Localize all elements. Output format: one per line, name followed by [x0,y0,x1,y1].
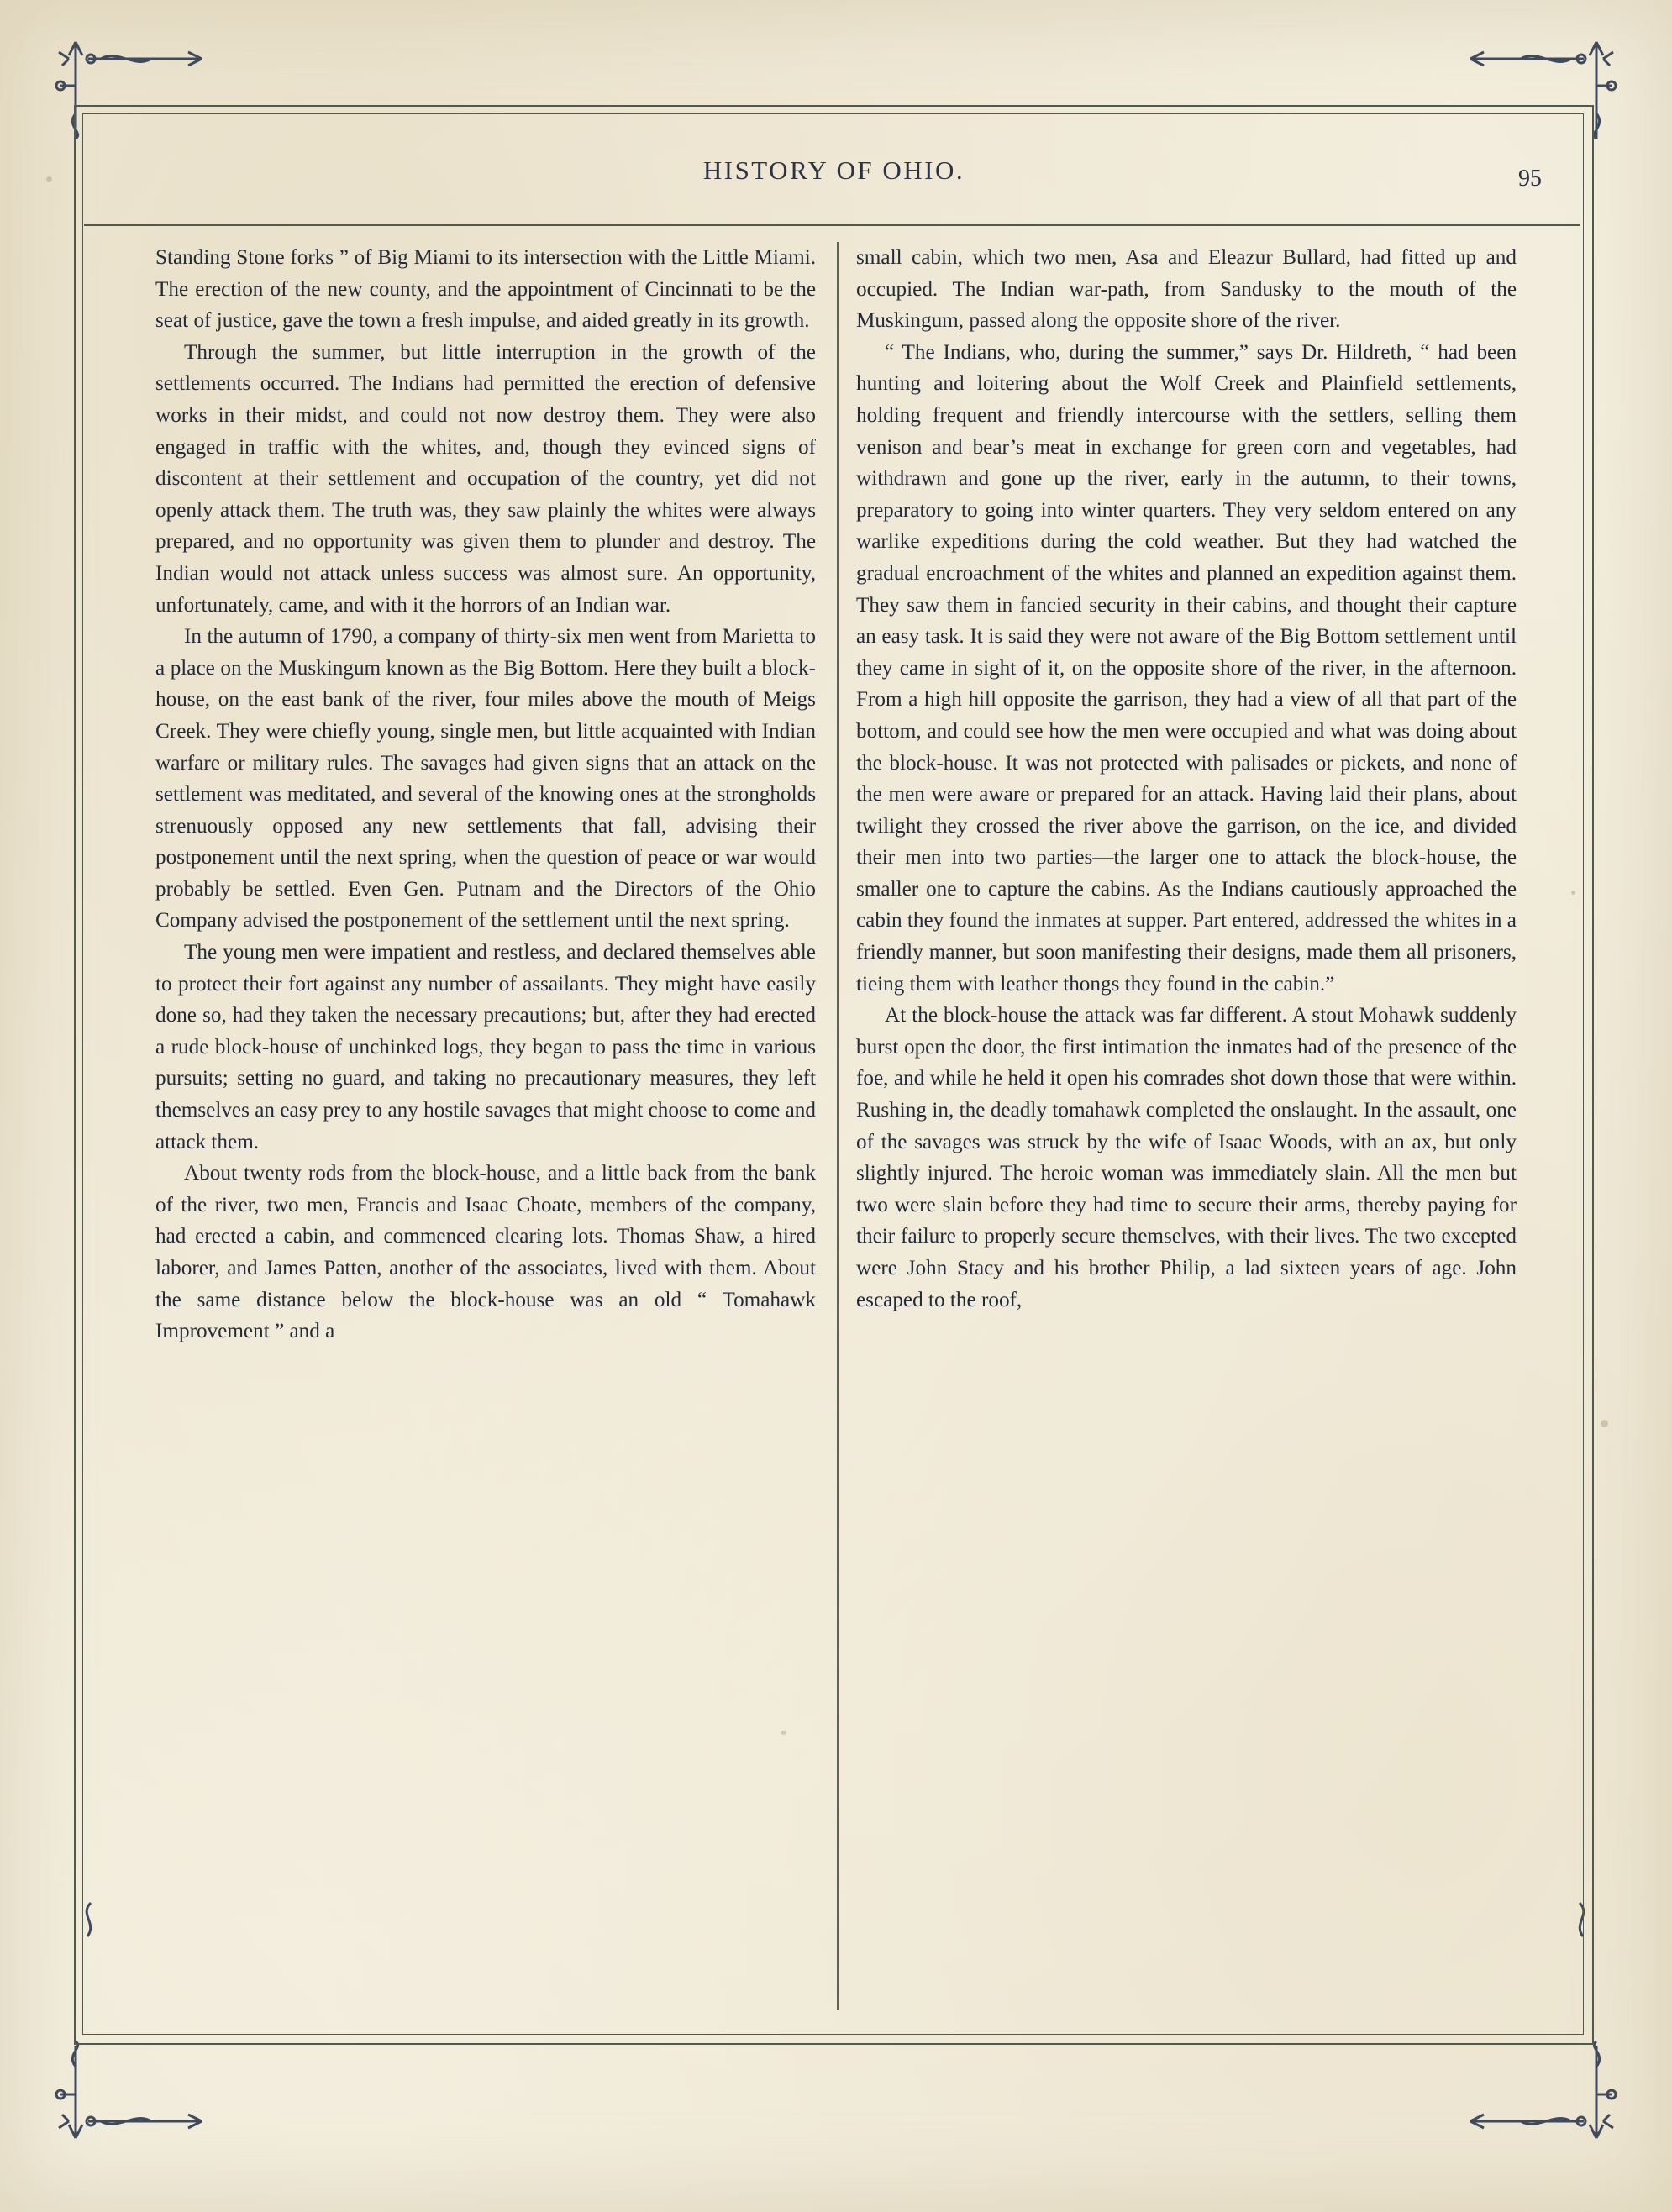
body-columns [155,242,1517,2015]
paragraph: About twenty rods from the block-house, and a little back from the bank of the river, two men, Francis and Isaac Choate, members of the company, had erected a cabin, and commenced clearing lots. Thomas Shaw, a hired laborer, and James Patten, another of the associates, lived with them. About the same distance below the block-house was an old “ Tomahawk Improvement ” and a [155,1162,816,1343]
paper-speck [1601,1420,1608,1427]
page-number: 95 [1518,166,1542,192]
paper-speck [46,176,52,182]
corner-ornament-bottom-left [50,2037,210,2155]
column-right [831,242,1517,2015]
page-header [92,155,1575,214]
corner-ornament-bottom-right [1462,2037,1622,2155]
running-title: HISTORY OF OHIO. [702,155,965,185]
header-rule [84,224,1580,226]
paragraph: Standing Stone forks ” of Big Miami to its intersection with the Little Miami. The erection of the new county, and the appointment of Cincinnati to be the seat of justice, gave the town a fresh impulse, and aided greatly in its growth. [155,246,816,333]
column-left [155,242,831,2015]
paragraph: small cabin, which two men, Asa and Eleazur Bullard, had fitted up and occupied. The Indian war-path, from Sandusky to the mouth of the Muskingum, passed along the opposite shore of the river. [856,246,1517,333]
paragraph: “ The Indians, who, during the summer,” says Dr. Hildreth, “ had been hunting and loitering about the Wolf Creek and Plainfield settlements, holding frequent and friendly intercourse with the settlers, selling them venison and bear’s meat in exchange for green corn and vegetables, had withdrawn and gone up the river, early in the autumn, to their towns, preparatory to going into winter quarters. They very seldom entered on any warlike expeditions during the cold weather. But they had watched the gradual encroachment of the whites and planned an expedition against them. They saw them in fancied security in their cabins, and thought their capture an easy task. It is said they were not aware of the Big Bottom settlement until they came in sight of it, on the opposite shore of the river, in the afternoon. From a high hill opposite the garrison, they had a view of all that part of the bottom, and could see how the men were occupied and what was doing about the block-house. It was not protected with palisades or pickets, and none of the men were aware or prepared for an attack. Having laid their plans, about twilight they crossed the river above the garrison, on the ice, and divided their men into two parties—the larger one to attack the block-house, the smaller one to capture the cabins. As the Indians cautiously approached the cabin they found the inmates at supper. Part entered, addressed the whites in a friendly manner, but soon manifesting their designs, made them all prisoners, tieing them with leather thongs they found in the cabin.” [856,340,1517,996]
paragraph: The young men were impatient and restless, and declared themselves able to protect their fort against any number of assailants. They might have easily done so, had they taken the necessary precautions; but, after they had erected a rude block-house of unchinked logs, they began to pass the time in various pursuits; setting no guard, and taking no precautionary measures, they left themselves an easy prey to any hostile savages that might choose to come and attack them. [155,941,816,1153]
paragraph: Through the summer, but little interruption in the growth of the settlements occurred. The Indians had permitted the erection of defensive works in their midst, and could not now destroy them. They were also engaged in traffic with the whites, and, though they evinced signs of discontent at their settlement and occupation of the country, yet did not openly attack them. The truth was, they saw plainly the whites were always prepared, and no opportunity was given them to plunder and destroy. The Indian would not attack unless success was almost sure. An opportunity, unfortunately, came, and with it the horrors of an Indian war. [155,340,816,617]
paragraph: In the autumn of 1790, a company of thirty-six men went from Marietta to a place on the Muskingum known as the Big Bottom. Here they built a block-house, on the east bank of the river, four miles above the mouth of Meigs Creek. They were chiefly young, single men, but little acquainted with Indian warfare or military rules. The savages had given signs that an attack on the settlement was meditated, and several of the knowing ones at the strongholds strenuously opposed any new settlements that fall, advising their postponement until the next spring, when the question of peace or war would probably be settled. Even Gen. Putnam and the Directors of the Ohio Company advised the postponement of the settlement until the next spring. [155,625,816,933]
paragraph: At the block-house the attack was far different. A stout Mohawk suddenly burst open the door, the first intimation the inmates had of the presence of the foe, and while he held it open his comrades shot down those that were within. Rushing in, the deadly tomahawk completed the onslaught. In the assault, one of the savages was struck by the wife of Isaac Woods, with an ax, but only slightly injured. The heroic woman was immediately slain. All the men but two were slain before they had time to secure their arms, thereby paying for their failure to properly secure themselves, with their lives. The two excepted were John Stacy and his brother Philip, a lad sixteen years of age. John escaped to the roof, [856,1004,1517,1311]
